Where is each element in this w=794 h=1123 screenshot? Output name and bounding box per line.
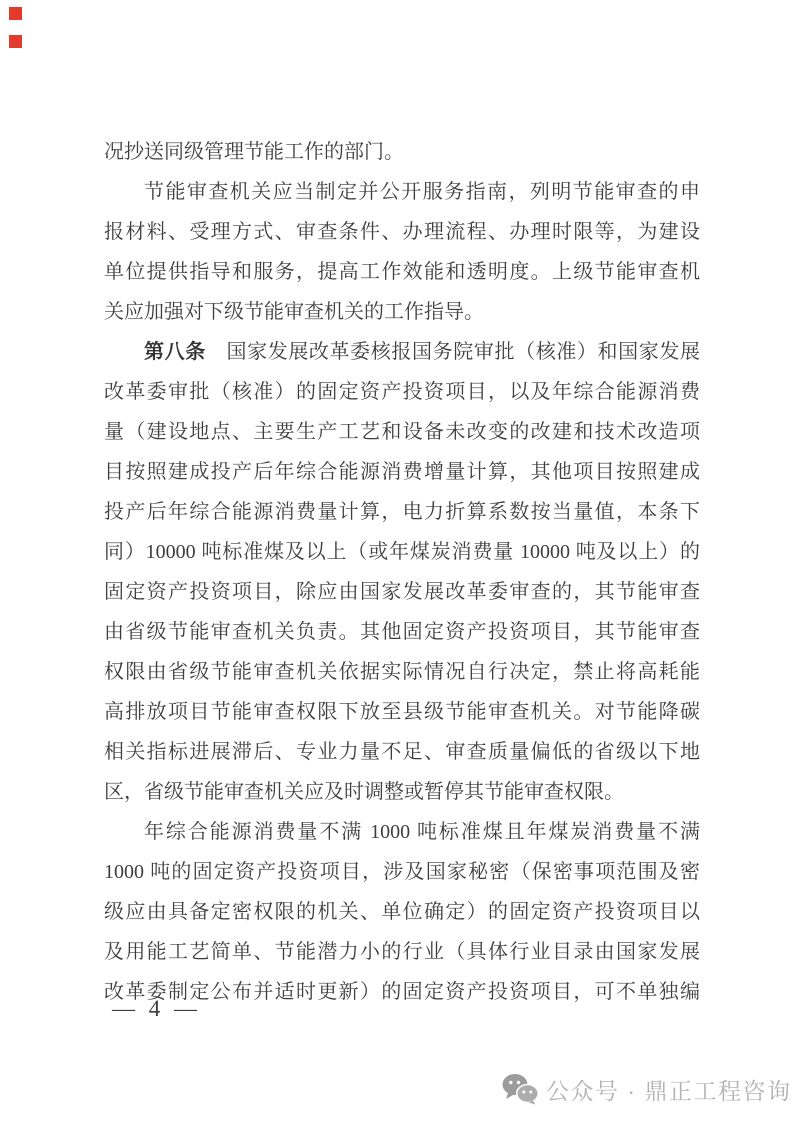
text-line: 目按照建成投产后年综合能源消费增量计算，其他项目按照建成	[104, 461, 700, 483]
article-number-label: 第八条	[144, 341, 206, 363]
footer-label: 公众号 · 鼎正工程咨询	[546, 1077, 792, 1104]
text-line: 改革委审批（核准）的固定资产投资项目，以及年综合能源消费	[104, 381, 700, 403]
text-line: 同）10000 吨标准煤及以上（或年煤炭消费量 10000 吨及以上）的	[104, 541, 700, 563]
wechat-icon	[502, 1073, 538, 1105]
text-line: 量（建设地点、主要生产工艺和设备未改变的改建和技术改造项	[104, 421, 700, 443]
text-line: 高排放项目节能审查权限下放至县级节能审查机关。对节能降碳	[104, 701, 700, 723]
text-line: 改革委制定公布并适时更新）的固定资产投资项目，可不单独编	[104, 981, 700, 1003]
text-line: 年综合能源消费量不满 1000 吨标准煤且年煤炭消费量不满	[144, 821, 700, 843]
text-line: 固定资产投资项目，除应由国家发展改革委审查的，其节能审查	[104, 581, 700, 603]
text-line: 级应由具备定密权限的机关、单位确定）的固定资产投资项目以	[104, 901, 700, 923]
red-marker-square-top	[9, 7, 22, 20]
text-line: 投产后年综合能源消费量计算，电力折算系数按当量值，本条下	[104, 501, 700, 523]
text-line: 相关指标进展滞后、专业力量不足、审查质量偏低的省级以下地	[104, 741, 700, 763]
text-line: 区，省级节能审查机关应及时调整或暂停其节能审查权限。	[104, 781, 624, 803]
document-body	[104, 132, 700, 1012]
text-line: 第八条 国家发展改革委核报国务院审批（核准）和国家发展	[144, 341, 701, 363]
text-line: 况抄送同级管理节能工作的部门。	[104, 141, 404, 163]
text-line: 关应加强对下级节能审查机关的工作指导。	[104, 301, 484, 323]
text-line: 节能审查机关应当制定并公开服务指南，列明节能审查的申	[144, 181, 700, 203]
page-number: — 4 —	[112, 996, 201, 1021]
text-line: 及用能工艺简单、节能潜力小的行业（具体行业目录由国家发展	[104, 941, 700, 963]
footer-watermark	[502, 1072, 791, 1106]
text-line: 单位提供指导和服务，提高工作效能和透明度。上级节能审查机	[104, 261, 700, 283]
text-line: 由省级节能审查机关负责。其他固定资产投资项目，其节能审查	[104, 621, 700, 643]
red-marker-square-bottom	[9, 35, 22, 48]
text-line: 1000 吨的固定资产投资项目，涉及国家秘密（保密事项范围及密	[104, 861, 700, 883]
text-line: 报材料、受理方式、审查条件、办理流程、办理时限等，为建设	[104, 221, 700, 243]
text-line: 权限由省级节能审查机关依据实际情况自行决定，禁止将高耗能	[104, 661, 700, 683]
